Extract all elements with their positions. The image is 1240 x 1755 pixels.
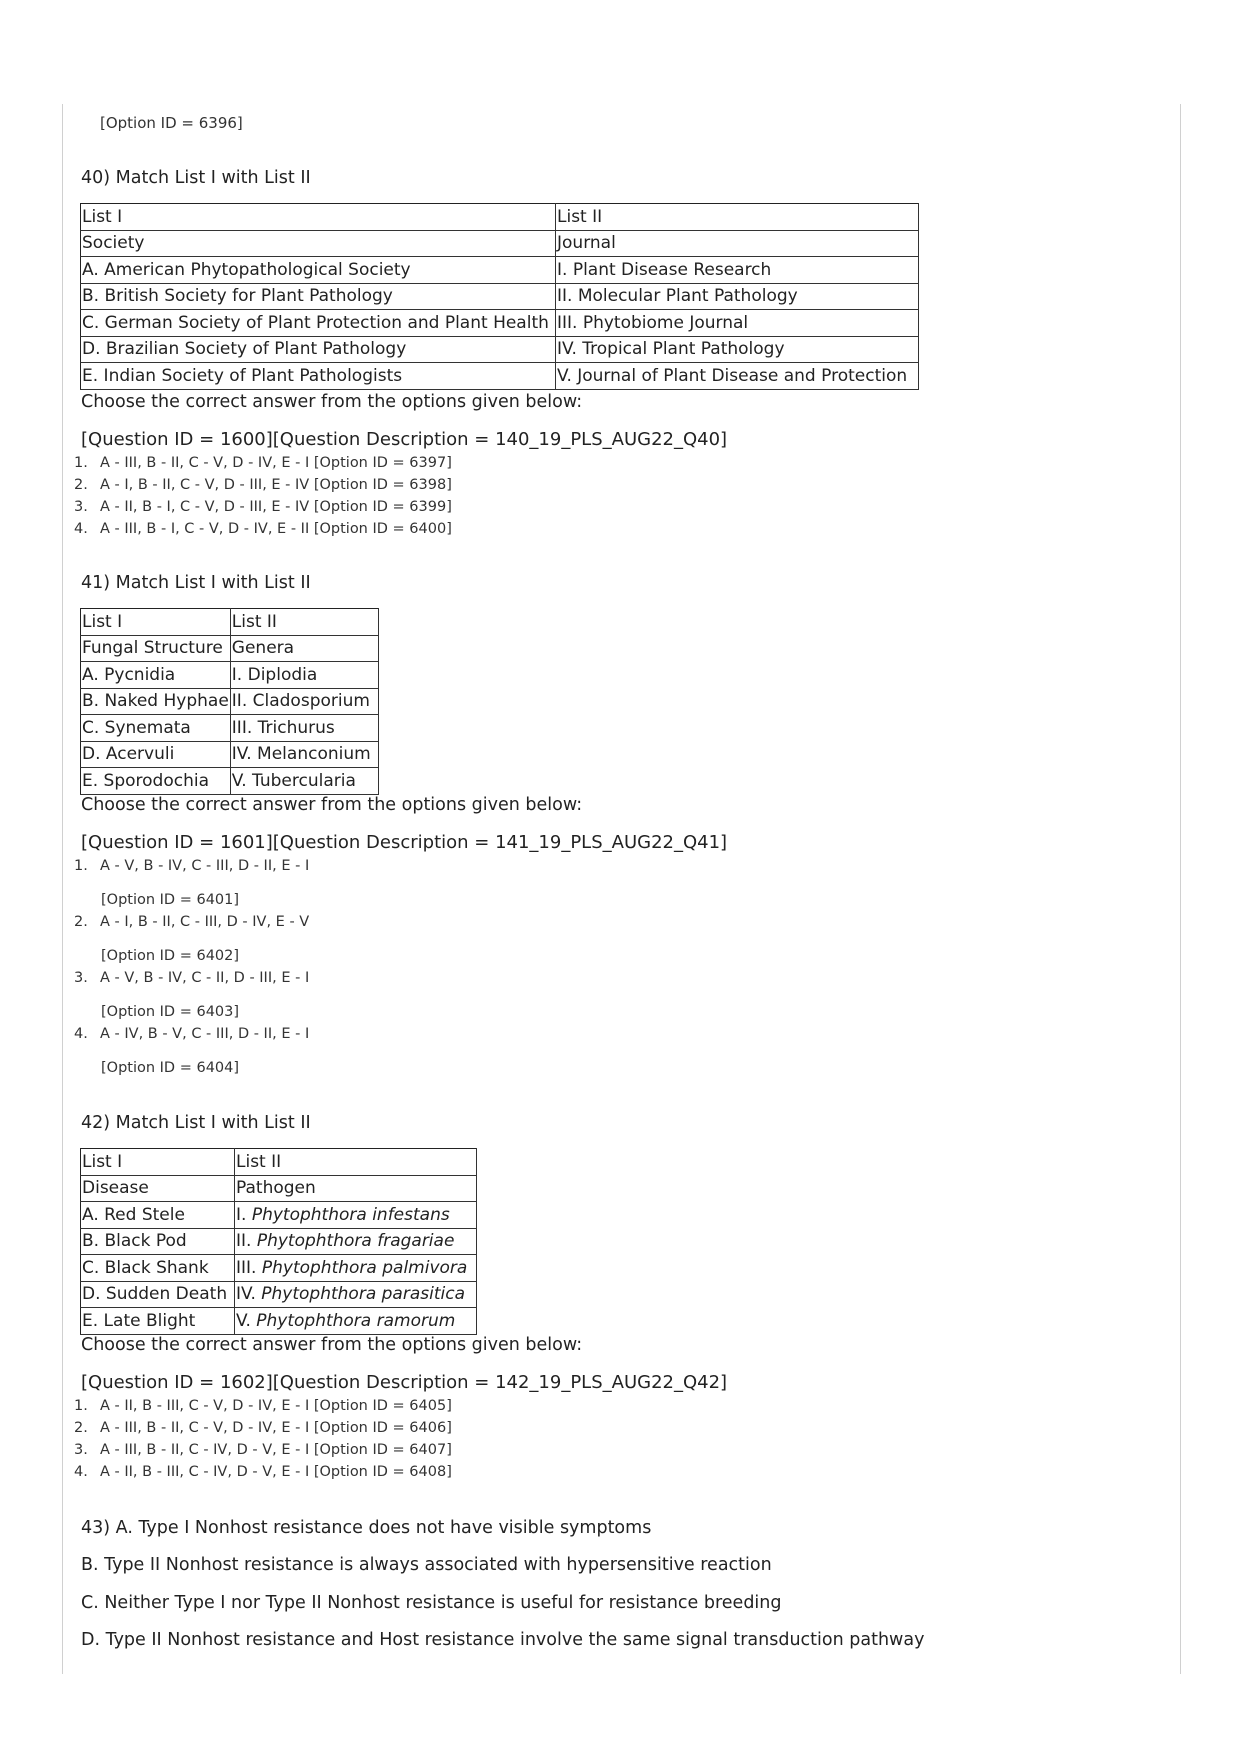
question-40-instruction: Choose the correct answer from the options given below:: [81, 392, 583, 412]
option-text: A - III, B - II, C - V, D - IV, E - I [Option ID = 6397]: [100, 455, 452, 471]
list-item[interactable]: [74, 1395, 452, 1417]
table-row: [81, 257, 919, 284]
question-42-match-table: [80, 1148, 477, 1335]
list-1-cell: Disease: [81, 1175, 235, 1202]
table-row: [81, 230, 919, 257]
table-row: [81, 363, 919, 390]
option-id: [Option ID = 6402]: [101, 948, 240, 964]
option-text: A - II, B - I, C - V, D - III, E - IV [Option ID = 6399]: [100, 499, 452, 515]
option-number: 4.: [74, 521, 88, 537]
question-41-match-table: [80, 608, 379, 795]
page-right-border: [1180, 104, 1181, 1674]
list-2-cell: III. Trichurus: [230, 715, 378, 742]
table-row: [81, 1281, 477, 1308]
list-2-cell: [235, 1281, 477, 1308]
option-id: [Option ID = 6404]: [101, 1060, 240, 1076]
option-number: 1.: [74, 455, 88, 471]
previous-option-id: [Option ID = 6396]: [100, 114, 243, 132]
question-41-id: [Question ID = 1601][Question Description = 141_19_PLS_AUG22_Q41]: [81, 832, 728, 853]
list-item[interactable]: [74, 496, 452, 518]
cell-prefix: IV.: [236, 1284, 262, 1305]
list-item[interactable]: [74, 1023, 309, 1079]
list-2-cell: [235, 1308, 477, 1335]
option-number: 1.: [74, 858, 88, 874]
table-row: [81, 336, 919, 363]
question-40-heading: 40) Match List I with List II: [81, 168, 311, 188]
option-text: A - I, B - II, C - V, D - III, E - IV [Option ID = 6398]: [100, 477, 452, 493]
list-2-cell: [235, 1175, 477, 1202]
table-row: [81, 204, 919, 231]
table-row: [81, 662, 379, 689]
cell-prefix: V.: [236, 1310, 257, 1331]
list-2-cell: IV. Melanconium: [230, 741, 378, 768]
table-row: [81, 310, 919, 337]
list-1-cell: Society: [81, 230, 556, 257]
option-number: 4.: [74, 1026, 88, 1042]
cell-prefix: Pathogen: [236, 1178, 316, 1199]
option-id: [Option ID = 6401]: [101, 892, 240, 908]
table-row: [81, 741, 379, 768]
table-row: [81, 1308, 477, 1335]
option-number: 3.: [74, 499, 88, 515]
option-text: A - II, B - III, C - V, D - IV, E - I [Option ID = 6405]: [100, 1398, 452, 1414]
list-2-cell: Journal: [556, 230, 919, 257]
question-40-options: [74, 452, 452, 540]
table-row: [81, 1149, 477, 1176]
cell-prefix: List II: [236, 1151, 282, 1172]
list-2-cell: List II: [556, 204, 919, 231]
question-43-statement-b: B. Type II Nonhost resistance is always associated with hypersensitive reaction: [81, 1555, 772, 1575]
list-1-cell: C. Synemata: [81, 715, 231, 742]
list-1-cell: E. Indian Society of Plant Pathologists: [81, 363, 556, 390]
cell-prefix: I.: [236, 1204, 252, 1225]
list-item[interactable]: [74, 967, 309, 1023]
list-1-cell: D. Acervuli: [81, 741, 231, 768]
table-row: [81, 688, 379, 715]
table-row: [81, 609, 379, 636]
list-2-cell: [235, 1202, 477, 1229]
list-2-cell: V. Tubercularia: [230, 768, 378, 795]
list-1-cell: B. Naked Hyphae: [81, 688, 231, 715]
list-2-cell: Genera: [230, 635, 378, 662]
option-text: A - III, B - I, C - V, D - IV, E - II [Option ID = 6400]: [100, 521, 452, 537]
pathogen-name: Phytophthora fragariae: [256, 1231, 455, 1252]
option-text: A - I, B - II, C - III, D - IV, E - V: [100, 914, 310, 930]
list-2-cell: II. Cladosporium: [230, 688, 378, 715]
list-2-cell: [235, 1255, 477, 1282]
question-40-id: [Question ID = 1600][Question Description = 140_19_PLS_AUG22_Q40]: [81, 429, 728, 450]
option-text: A - III, B - II, C - IV, D - V, E - I [Option ID = 6407]: [100, 1442, 452, 1458]
list-1-cell: D. Brazilian Society of Plant Pathology: [81, 336, 556, 363]
question-41-instruction: Choose the correct answer from the options given below:: [81, 795, 583, 815]
list-1-cell: A. American Phytopathological Society: [81, 257, 556, 284]
list-1-cell: A. Pycnidia: [81, 662, 231, 689]
table-row: [81, 1255, 477, 1282]
list-1-cell: B. Black Pod: [81, 1228, 235, 1255]
list-1-cell: List I: [81, 204, 556, 231]
table-row: [81, 1228, 477, 1255]
question-43-statement-d: D. Type II Nonhost resistance and Host resistance involve the same signal transduction pathway: [81, 1630, 925, 1650]
table-row: [81, 768, 379, 795]
option-id: [Option ID = 6403]: [101, 1004, 240, 1020]
cell-prefix: II.: [236, 1231, 257, 1252]
question-40-match-table: [80, 203, 919, 390]
option-number: 3.: [74, 970, 88, 986]
list-1-cell: B. British Society for Plant Pathology: [81, 283, 556, 310]
list-2-cell: [235, 1149, 477, 1176]
list-1-cell: C. Black Shank: [81, 1255, 235, 1282]
list-1-cell: D. Sudden Death: [81, 1281, 235, 1308]
option-number: 4.: [74, 1464, 88, 1480]
list-2-cell: I. Diplodia: [230, 662, 378, 689]
list-1-cell: List I: [81, 1149, 235, 1176]
list-item[interactable]: [74, 518, 452, 540]
pathogen-name: Phytophthora palmivora: [261, 1257, 468, 1278]
pathogen-name: Phytophthora parasitica: [261, 1284, 465, 1305]
list-1-cell: Fungal Structure: [81, 635, 231, 662]
list-1-cell: E. Sporodochia: [81, 768, 231, 795]
list-2-cell: III. Phytobiome Journal: [556, 310, 919, 337]
table-row: [81, 283, 919, 310]
option-number: 1.: [74, 1398, 88, 1414]
option-number: 2.: [74, 914, 88, 930]
question-43-statement-a: 43) A. Type I Nonhost resistance does not have visible symptoms: [81, 1518, 652, 1538]
question-42-heading: 42) Match List I with List II: [81, 1113, 311, 1133]
list-item[interactable]: [74, 855, 309, 911]
list-2-cell: [235, 1228, 477, 1255]
list-1-cell: E. Late Blight: [81, 1308, 235, 1335]
table-row: [81, 715, 379, 742]
option-text: A - II, B - III, C - IV, D - V, E - I [Option ID = 6408]: [100, 1464, 452, 1480]
option-text: A - IV, B - V, C - III, D - II, E - I: [100, 1026, 310, 1042]
option-text: A - III, B - II, C - V, D - IV, E - I [Option ID = 6406]: [100, 1420, 452, 1436]
option-number: 2.: [74, 1420, 88, 1436]
list-item[interactable]: [74, 911, 309, 967]
list-item[interactable]: [74, 452, 452, 474]
list-item[interactable]: [74, 1417, 452, 1439]
page-left-border: [62, 104, 63, 1674]
list-1-cell: C. German Society of Plant Protection and Plant Health: [81, 310, 556, 337]
list-item[interactable]: [74, 474, 452, 496]
table-row: [81, 1175, 477, 1202]
option-text: A - V, B - IV, C - III, D - II, E - I: [100, 858, 310, 874]
option-number: 2.: [74, 477, 88, 493]
cell-prefix: III.: [236, 1257, 262, 1278]
option-text: A - V, B - IV, C - II, D - III, E - I: [100, 970, 310, 986]
pathogen-name: Phytophthora ramorum: [256, 1310, 456, 1331]
question-43-statement-c: C. Neither Type I nor Type II Nonhost resistance is useful for resistance breeding: [81, 1593, 782, 1613]
list-1-cell: List I: [81, 609, 231, 636]
question-42-instruction: Choose the correct answer from the options given below:: [81, 1335, 583, 1355]
pathogen-name: Phytophthora infestans: [251, 1204, 450, 1225]
list-item[interactable]: [74, 1439, 452, 1461]
option-number: 3.: [74, 1442, 88, 1458]
list-2-cell: I. Plant Disease Research: [556, 257, 919, 284]
list-2-cell: II. Molecular Plant Pathology: [556, 283, 919, 310]
list-item[interactable]: [74, 1461, 452, 1483]
question-42-id: [Question ID = 1602][Question Description = 142_19_PLS_AUG22_Q42]: [81, 1372, 728, 1393]
list-2-cell: List II: [230, 609, 378, 636]
question-42-options: [74, 1395, 452, 1483]
list-1-cell: A. Red Stele: [81, 1202, 235, 1229]
question-41-options: [74, 855, 309, 1079]
table-row: [81, 1202, 477, 1229]
list-2-cell: IV. Tropical Plant Pathology: [556, 336, 919, 363]
list-2-cell: V. Journal of Plant Disease and Protection: [556, 363, 919, 390]
question-41-heading: 41) Match List I with List II: [81, 573, 311, 593]
table-row: [81, 635, 379, 662]
